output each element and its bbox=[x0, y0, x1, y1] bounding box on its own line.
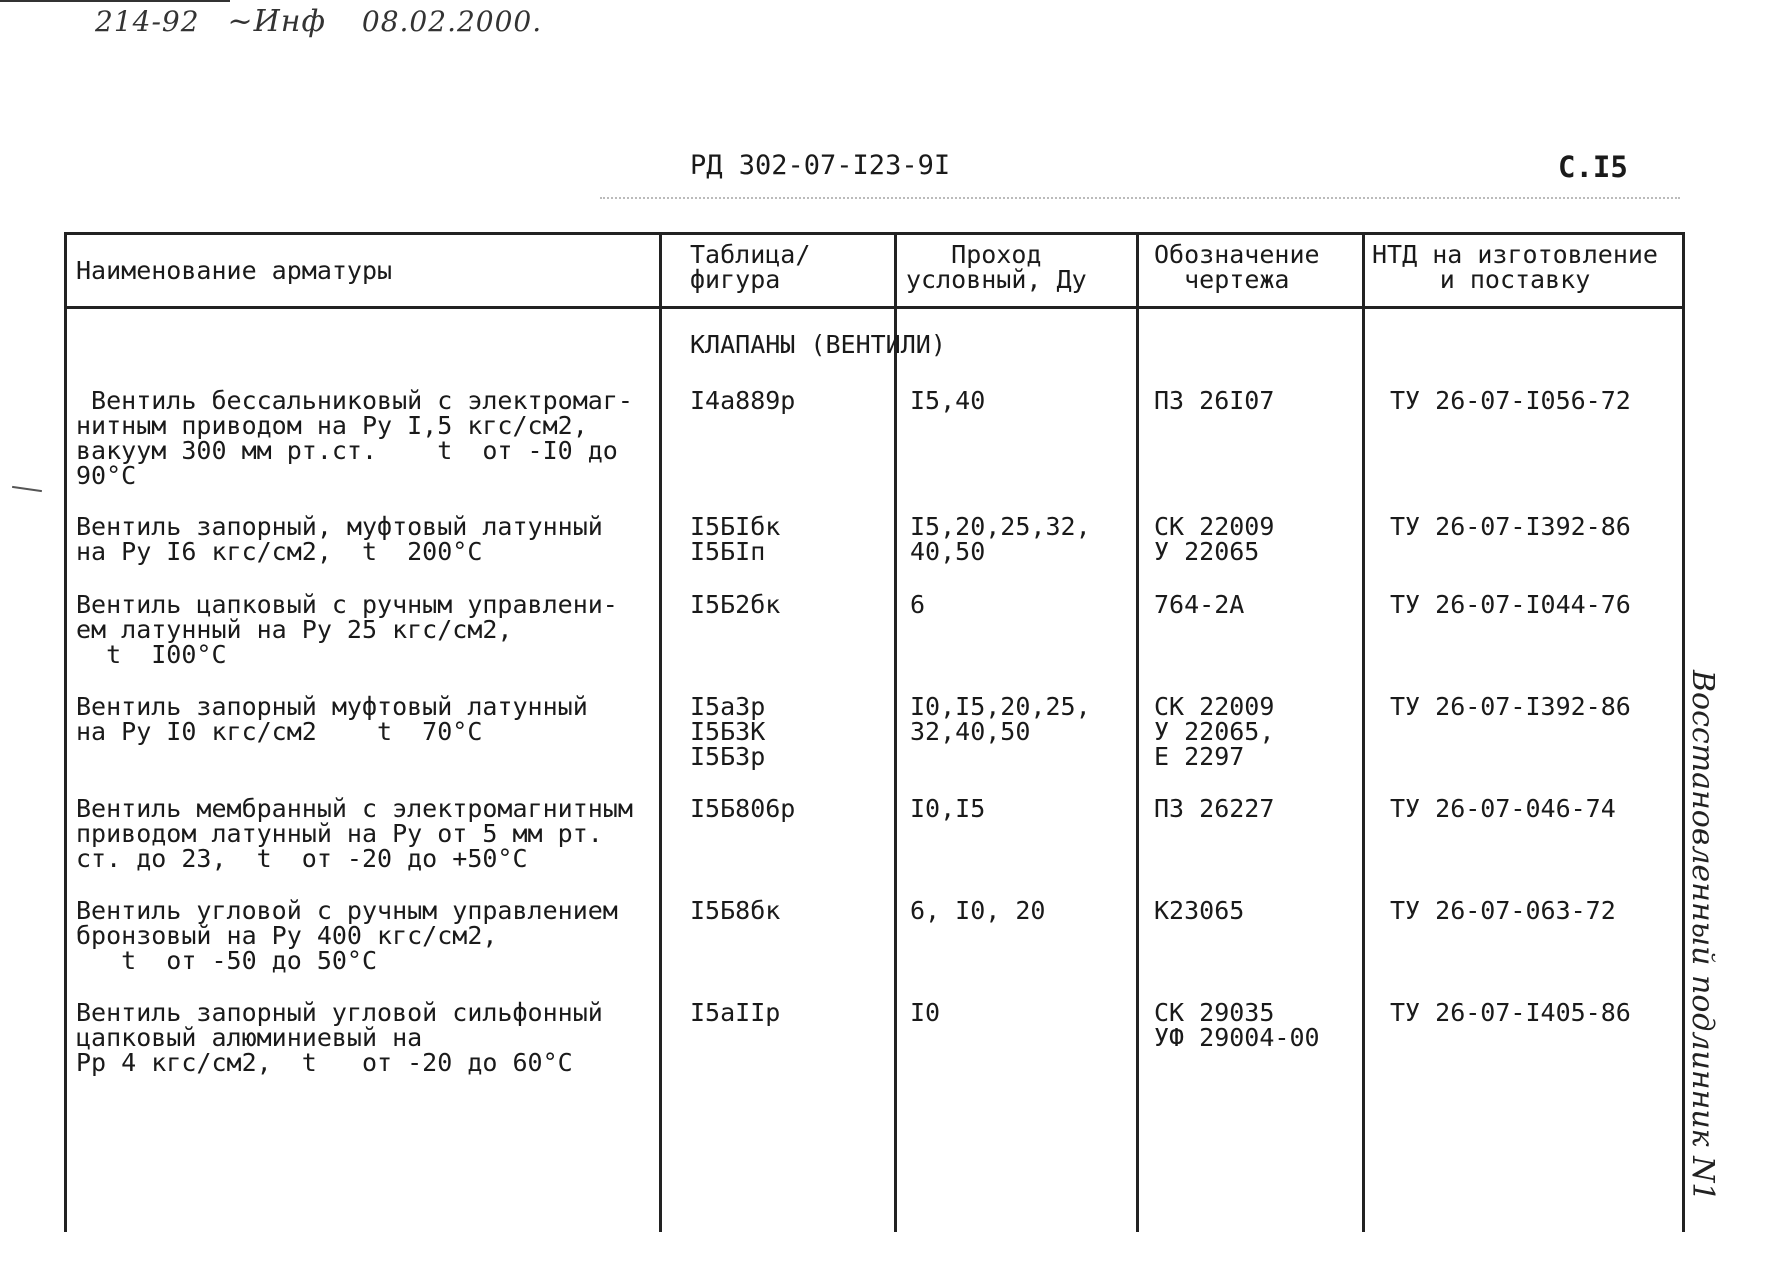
row-3-drawing: 764-2А bbox=[1154, 590, 1245, 619]
row-2-drawing: СК 22009 У 22065 bbox=[1154, 512, 1275, 566]
row-6-passage: 6, I0, 20 bbox=[910, 896, 1046, 925]
row-5-passage: I0,I5 bbox=[910, 794, 986, 823]
row-2-figure: I5БIбк I5БIп bbox=[690, 512, 781, 566]
row-1-passage: I5,40 bbox=[910, 386, 986, 415]
section-title: КЛАПАНЫ (ВЕНТИЛИ) bbox=[690, 330, 946, 359]
page-number: С.I5 bbox=[1558, 150, 1628, 184]
row-1-name: Вентиль бессальниковый с электромаг- нитным приводом на Ру I,5 кгс/см2, вакуум 300 мм рт.ст. t от -I0 до 90°С bbox=[76, 386, 633, 490]
row-2-ntd: ТУ 26-07-I392-86 bbox=[1390, 512, 1631, 541]
row-1-ntd: ТУ 26-07-I056-72 bbox=[1390, 386, 1631, 415]
handwritten-note bbox=[95, 4, 542, 39]
row-3-name: Вентиль цапковый с ручным управлени- ем латунный на Ру 25 кгс/см2, t I00°С bbox=[76, 590, 618, 669]
row-7-figure: I5аIIр bbox=[690, 998, 781, 1027]
margin-mark bbox=[12, 486, 42, 492]
row-2-passage: I5,20,25,32, 40,50 bbox=[910, 512, 1091, 566]
handnote-date: 08.02.2000. bbox=[361, 5, 543, 38]
row-4-name: Вентиль запорный муфтовый латунный на Ру I0 кгс/см2 t 70°С bbox=[76, 692, 588, 746]
row-4-figure: I5а3р I5Б3К I5Б3р bbox=[690, 692, 766, 771]
row-5-drawing: ПЗ 26227 bbox=[1154, 794, 1275, 823]
row-3-figure: I5Б2бк bbox=[690, 590, 781, 619]
column-header-passage: Проход условный, Ду bbox=[906, 240, 1087, 294]
row-6-figure: I5Б8бк bbox=[690, 896, 781, 925]
restored-original-stamp: Восстановленный подлинник N1 bbox=[1685, 670, 1720, 1202]
row-1-figure: I4a889р bbox=[690, 386, 796, 415]
col-border-1 bbox=[659, 232, 662, 1232]
col-border-2 bbox=[894, 232, 897, 1232]
table-header-border bbox=[64, 306, 1685, 309]
handnote-number: 214-92 bbox=[95, 5, 200, 38]
row-5-figure: I5Б806р bbox=[690, 794, 796, 823]
document-code: РД 302-07-I23-9I bbox=[690, 150, 951, 181]
row-6-drawing: К23065 bbox=[1154, 896, 1245, 925]
row-5-ntd: ТУ 26-07-046-74 bbox=[1390, 794, 1616, 823]
row-1-drawing: ПЗ 26I07 bbox=[1154, 386, 1275, 415]
col-border-3 bbox=[1136, 232, 1139, 1232]
row-3-passage: 6 bbox=[910, 590, 926, 619]
row-6-name: Вентиль угловой с ручным управлением бронзовый на Ру 400 кгс/см2, t от -50 до 50°С bbox=[76, 896, 618, 975]
column-header-name: Наименование арматуры bbox=[76, 256, 393, 285]
handnote-signature: ~Инф bbox=[227, 4, 326, 39]
row-3-ntd: ТУ 26-07-I044-76 bbox=[1390, 590, 1631, 619]
row-7-passage: I0 bbox=[910, 998, 941, 1027]
col-border-0 bbox=[64, 232, 67, 1232]
row-6-ntd: ТУ 26-07-063-72 bbox=[1390, 896, 1616, 925]
dotted-divider bbox=[600, 197, 1680, 199]
valves-table bbox=[64, 232, 1685, 1232]
row-4-drawing: СК 22009 У 22065, Е 2297 bbox=[1154, 692, 1275, 771]
row-5-name: Вентиль мембранный с электромагнитным приводом латунный на Ру от 5 мм рт. ст. до 23, t от -20 до +50°С bbox=[76, 794, 633, 873]
row-4-passage: I0,I5,20,25, 32,40,50 bbox=[910, 692, 1091, 746]
row-7-ntd: ТУ 26-07-I405-86 bbox=[1390, 998, 1631, 1027]
row-7-drawing: СК 29035 УФ 29004-00 bbox=[1154, 998, 1320, 1052]
row-4-ntd: ТУ 26-07-I392-86 bbox=[1390, 692, 1631, 721]
column-header-ntd: НТД на изготовление и поставку bbox=[1372, 240, 1658, 294]
column-header-figure: Таблица/ фигура bbox=[690, 240, 811, 294]
row-2-name: Вентиль запорный, муфтовый латунный на Ру I6 кгс/см2, t 200°С bbox=[76, 512, 603, 566]
table-top-border bbox=[64, 232, 1685, 235]
handnote-underline bbox=[0, 0, 230, 2]
col-border-4 bbox=[1362, 232, 1365, 1232]
column-header-drawing: Обозначение чертежа bbox=[1154, 240, 1320, 294]
row-7-name: Вентиль запорный угловой сильфонный цапковый алюминиевый на Рр 4 кгс/см2, t от -20 до 60°С bbox=[76, 998, 603, 1077]
